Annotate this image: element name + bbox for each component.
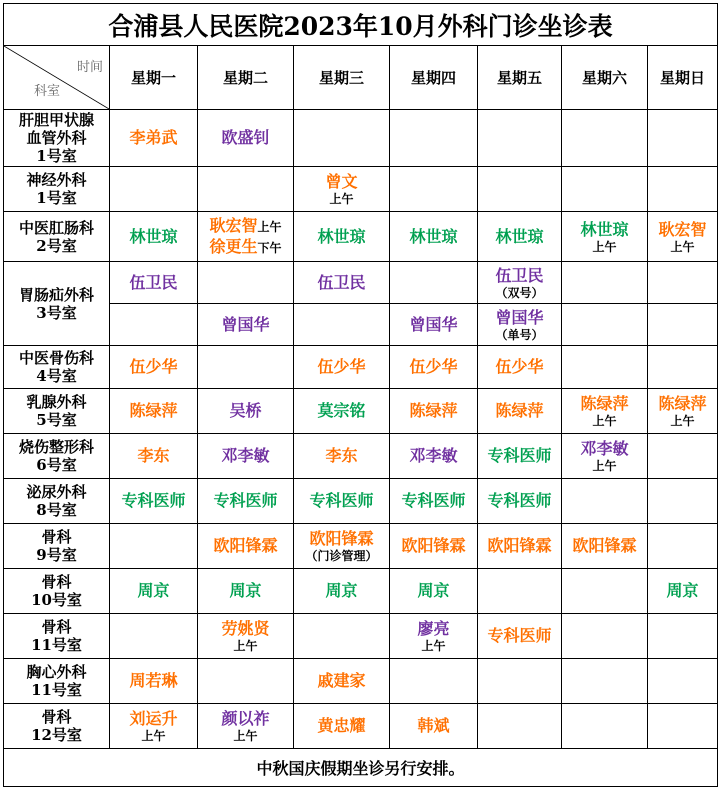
schedule-cell: 伍少华 <box>390 346 478 389</box>
dept-room: 1号室 <box>36 147 77 165</box>
day-header-sun: 星期日 <box>648 46 718 110</box>
schedule-cell: 欧阳锋霖 <box>198 524 294 569</box>
dept-room: 8号室 <box>36 501 77 519</box>
schedule-cell <box>648 212 718 262</box>
dept-room: 1号室 <box>36 189 77 207</box>
dept-room: 6号室 <box>36 456 77 474</box>
schedule-cell-empty <box>648 110 718 167</box>
corner-time-label: 时间 <box>76 60 103 75</box>
schedule-cell: 曾国华 <box>390 304 478 346</box>
schedule-cell-empty <box>562 659 648 704</box>
corner-header <box>4 46 110 110</box>
schedule-cell: 专科医师 <box>390 479 478 524</box>
schedule-cell: 林世琼 <box>294 212 390 262</box>
session-note: 上午 <box>592 239 617 254</box>
doctor-name: 徐更生 <box>209 236 258 256</box>
dept-orthopedics-12 <box>4 704 110 749</box>
session-note: 上午 <box>141 729 166 743</box>
schedule-cell <box>562 389 648 434</box>
schedule-cell-empty <box>562 479 648 524</box>
schedule-cell-empty <box>562 569 648 614</box>
schedule-cell <box>390 614 478 659</box>
dept-room: 2号室 <box>36 236 77 255</box>
dept-name: 骨科 <box>41 618 72 636</box>
doctor-name: 伍卫民 <box>495 265 544 285</box>
schedule-cell-empty <box>648 524 718 569</box>
schedule-cell-empty <box>648 704 718 749</box>
dept-name: 乳腺外科 <box>26 393 87 411</box>
day-header-wed: 星期三 <box>294 46 390 110</box>
footer-note: 中秋国庆假期坐诊另行安排。 <box>4 749 718 787</box>
schedule-cell: 韩斌 <box>390 704 478 749</box>
dept-name: 中医肛肠科 <box>18 218 94 237</box>
schedule-cell <box>198 614 294 659</box>
dept-room: 4号室 <box>36 367 77 385</box>
schedule-cell: 李东 <box>294 434 390 479</box>
day-header-sat: 星期六 <box>562 46 648 110</box>
dept-orthopedics-11 <box>4 614 110 659</box>
schedule-cell-empty <box>562 704 648 749</box>
schedule-cell-empty <box>648 262 718 304</box>
schedule-cell-empty <box>648 479 718 524</box>
doctor-name: 林世琼 <box>580 219 629 239</box>
schedule-cell: 欧阳锋霖 <box>390 524 478 569</box>
doctor-name: 耿宏智 <box>658 219 707 239</box>
dept-room: 11号室 <box>31 681 82 699</box>
schedule-cell-empty <box>478 167 562 212</box>
session-note: 上午 <box>257 219 282 234</box>
schedule-cell: 邓李敏 <box>198 434 294 479</box>
schedule-table <box>3 3 718 787</box>
schedule-cell: 莫宗铭 <box>294 389 390 434</box>
schedule-cell-empty <box>390 110 478 167</box>
schedule-cell <box>478 262 562 304</box>
schedule-cell: 周京 <box>198 569 294 614</box>
schedule-cell <box>562 434 648 479</box>
session-note: 上午 <box>670 414 695 428</box>
dept-name: 肝胆甲状腺 <box>18 111 94 129</box>
dept-burn-plastic <box>4 434 110 479</box>
schedule-cell-empty <box>198 346 294 389</box>
schedule-cell-empty <box>562 167 648 212</box>
schedule-cell-empty <box>478 704 562 749</box>
schedule-cell: 周京 <box>648 569 718 614</box>
schedule-cell: 伍少华 <box>294 346 390 389</box>
schedule-cell: 邓李敏 <box>390 434 478 479</box>
schedule-cell-empty <box>110 167 198 212</box>
schedule-cell: 李东 <box>110 434 198 479</box>
schedule-cell: 黄忠耀 <box>294 704 390 749</box>
dept-name: 中医骨伤科 <box>18 349 94 367</box>
day-header-thu: 星期四 <box>390 46 478 110</box>
schedule-cell-empty <box>478 569 562 614</box>
dept-name: 骨科 <box>41 708 72 726</box>
dept-gastrointestinal <box>4 262 110 346</box>
schedule-cell-empty <box>294 110 390 167</box>
schedule-cell <box>562 212 648 262</box>
schedule-cell-empty <box>390 167 478 212</box>
doctor-name: 曾文 <box>325 172 358 191</box>
dept-orthopedics-9 <box>4 524 110 569</box>
session-note: 下午 <box>257 240 282 255</box>
schedule-cell: 周京 <box>110 569 198 614</box>
schedule-cell: 曾国华 <box>198 304 294 346</box>
dept-neurosurgery <box>4 167 110 212</box>
dept-name: 骨科 <box>41 528 72 546</box>
doctor-name: 颜以祚 <box>221 709 270 728</box>
schedule-cell: 欧盛钊 <box>198 110 294 167</box>
schedule-cell-empty <box>562 346 648 389</box>
dept-room: 10号室 <box>31 591 82 609</box>
schedule-cell-empty <box>390 659 478 704</box>
schedule-cell-empty <box>562 262 648 304</box>
schedule-cell: 周若琳 <box>110 659 198 704</box>
schedule-cell-empty <box>562 614 648 659</box>
schedule-cell-empty <box>478 110 562 167</box>
doctor-name: 耿宏智 <box>209 215 258 235</box>
dept-name: 骨科 <box>41 573 72 591</box>
schedule-cell <box>478 304 562 346</box>
doctor-name: 劳姚贤 <box>221 619 270 638</box>
schedule-cell: 伍卫民 <box>110 262 198 304</box>
corner-dept-label: 科室 <box>34 84 61 99</box>
schedule-cell: 戚建家 <box>294 659 390 704</box>
dept-room: 12号室 <box>31 726 82 744</box>
schedule-cell: 周京 <box>390 569 478 614</box>
day-header-tue: 星期二 <box>198 46 294 110</box>
day-header-fri: 星期五 <box>478 46 562 110</box>
schedule-cell: 林世琼 <box>110 212 198 262</box>
session-note: （门诊管理） <box>305 549 378 563</box>
dept-room: 11号室 <box>31 636 82 654</box>
schedule-cell-empty <box>562 110 648 167</box>
dept-name: 泌尿外科 <box>26 483 87 501</box>
schedule-cell: 陈绿萍 <box>390 389 478 434</box>
schedule-cell-empty <box>648 434 718 479</box>
schedule-cell-empty <box>648 614 718 659</box>
dept-hepatobiliary <box>4 110 110 167</box>
dept-name: 神经外科 <box>26 171 87 189</box>
schedule-cell: 专科医师 <box>198 479 294 524</box>
schedule-cell-empty <box>562 304 648 346</box>
schedule-cell: 专科医师 <box>478 479 562 524</box>
schedule-cell: 林世琼 <box>390 212 478 262</box>
schedule-cell: 伍卫民 <box>294 262 390 304</box>
session-note: 上午 <box>592 459 617 473</box>
dept-name: 胃肠疝外科 <box>18 285 94 304</box>
schedule-cell <box>294 524 390 569</box>
schedule-cell: 周京 <box>294 569 390 614</box>
dept-name: 胸心外科 <box>26 663 87 681</box>
schedule-cell-empty <box>648 659 718 704</box>
doctor-name: 欧阳锋霖 <box>309 529 374 548</box>
schedule-cell-empty <box>648 304 718 346</box>
doctor-name: 陈绿萍 <box>580 394 629 413</box>
schedule-cell <box>294 167 390 212</box>
dept-tcm-anorectal <box>4 212 110 262</box>
schedule-cell-empty <box>294 614 390 659</box>
dept-urology <box>4 479 110 524</box>
dept-tcm-orthopedic <box>4 346 110 389</box>
schedule-cell-empty <box>478 659 562 704</box>
schedule-cell: 专科医师 <box>294 479 390 524</box>
doctor-name: 曾国华 <box>495 307 544 327</box>
schedule-cell: 伍少华 <box>478 346 562 389</box>
schedule-cell: 专科医师 <box>478 614 562 659</box>
schedule-cell: 陈绿萍 <box>110 389 198 434</box>
schedule-cell: 欧阳锋霖 <box>478 524 562 569</box>
dept-breast <box>4 389 110 434</box>
day-header-mon: 星期一 <box>110 46 198 110</box>
schedule-cell-empty <box>648 346 718 389</box>
schedule-cell-empty <box>390 262 478 304</box>
session-note: 上午 <box>329 192 354 206</box>
doctor-name: 刘运升 <box>129 709 178 728</box>
schedule-cell-empty <box>294 304 390 346</box>
schedule-cell: 专科医师 <box>478 434 562 479</box>
doctor-name: 陈绿萍 <box>658 394 707 413</box>
schedule-cell-empty <box>648 167 718 212</box>
schedule-cell-empty <box>110 524 198 569</box>
schedule-cell <box>198 704 294 749</box>
page-title: 合浦县人民医院2023年10月外科门诊坐诊表 <box>4 4 718 46</box>
schedule-cell <box>648 389 718 434</box>
schedule-cell: 林世琼 <box>478 212 562 262</box>
dept-orthopedics-10 <box>4 569 110 614</box>
session-note: 上午 <box>670 239 695 254</box>
session-note: 上午 <box>233 729 258 743</box>
doctor-name: 邓李敏 <box>580 439 629 458</box>
dept-name: 血管外科 <box>26 129 87 147</box>
session-note: （双号） <box>495 285 544 300</box>
schedule-cell-empty <box>198 659 294 704</box>
schedule-cell-empty <box>110 614 198 659</box>
dept-room: 3号室 <box>36 303 77 322</box>
schedule-cell: 李弟武 <box>110 110 198 167</box>
dept-name: 烧伤整形科 <box>18 438 94 456</box>
schedule-cell: 吴桥 <box>198 389 294 434</box>
session-note: （单号） <box>495 327 544 342</box>
schedule-cell <box>110 704 198 749</box>
session-note: 上午 <box>421 639 446 653</box>
schedule-cell: 伍少华 <box>110 346 198 389</box>
dept-room: 9号室 <box>36 546 77 564</box>
session-note: 上午 <box>233 639 258 653</box>
schedule-cell: 专科医师 <box>110 479 198 524</box>
dept-cardiothoracic <box>4 659 110 704</box>
schedule-cell-empty <box>198 167 294 212</box>
doctor-name: 廖亮 <box>417 619 450 638</box>
schedule-cell <box>198 212 294 262</box>
schedule-cell: 欧阳锋霖 <box>562 524 648 569</box>
schedule-cell-empty <box>198 262 294 304</box>
schedule-cell: 陈绿萍 <box>478 389 562 434</box>
schedule-cell-empty <box>110 304 198 346</box>
session-note: 上午 <box>592 414 617 428</box>
dept-room: 5号室 <box>36 411 77 429</box>
